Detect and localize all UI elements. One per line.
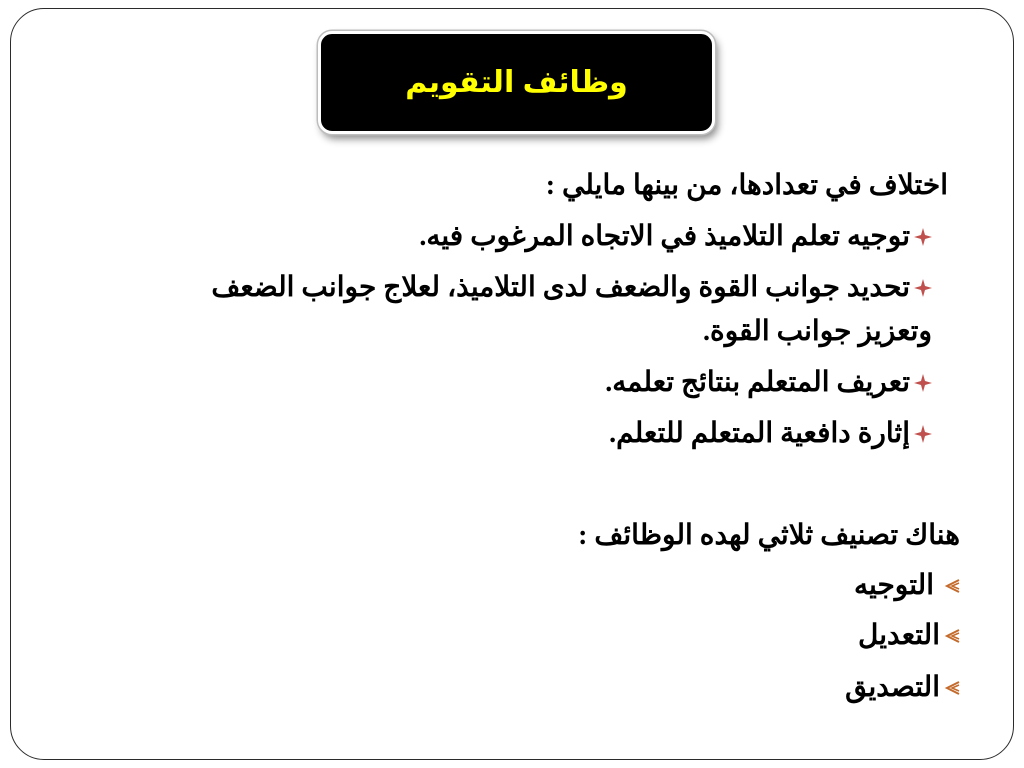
function-item-1: [419, 215, 932, 259]
title-box: [318, 31, 715, 134]
diamond-star-icon: [914, 425, 932, 447]
function-text-1: توجيه تعلم التلاميذ في الاتجاه المرغوب فيه.: [419, 221, 910, 252]
function-text-2b: وتعزيز جوانب القوة.: [703, 316, 932, 347]
function-item-2-continuation: [703, 310, 932, 354]
intro-line: [546, 164, 948, 208]
classification-text-1: التوجيه: [854, 570, 934, 601]
function-item-2: [211, 266, 932, 310]
classification-text-3: التصديق: [845, 672, 940, 703]
function-text-3: تعريف المتعلم بنتائج تعلمه.: [605, 367, 910, 398]
classification-heading-text: هناك تصنيف ثلاثي لهده الوظائف :: [578, 520, 960, 551]
classification-item-1: [854, 564, 960, 608]
classification-item-3: [845, 666, 960, 710]
hollow-arrow-icon: [944, 578, 960, 598]
hollow-arrow-icon: [944, 628, 960, 648]
classification-text-2: التعديل: [858, 620, 940, 651]
diamond-star-icon: [914, 374, 932, 396]
classification-item-2: [858, 614, 960, 658]
function-item-4: [609, 412, 932, 456]
intro-text: اختلاف في تعدادها، من بينها مايلي :: [545, 170, 948, 201]
hollow-arrow-icon: [944, 680, 960, 700]
diamond-star-icon: [914, 228, 932, 250]
slide-title: وظائف التقويم: [405, 66, 628, 99]
function-item-3: [605, 361, 932, 405]
function-text-2: تحديد جوانب القوة والضعف لدى التلاميذ، لعلاج جوانب الضعف: [211, 272, 910, 303]
classification-heading: [578, 514, 960, 558]
diamond-star-icon: [914, 279, 932, 301]
function-text-4: إثارة دافعية المتعلم للتعلم.: [609, 418, 910, 449]
